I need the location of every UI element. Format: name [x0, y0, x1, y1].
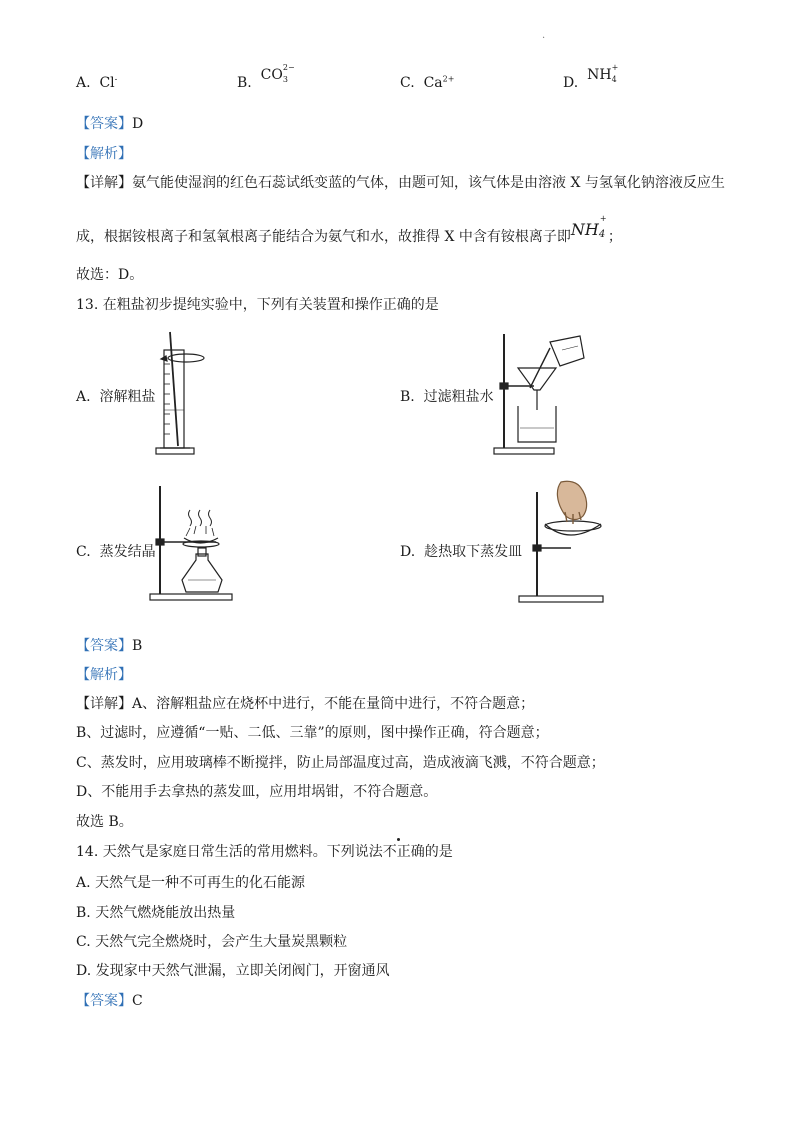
q13-detail-line-c: C、蒸发时，应用玻璃棒不断搅拌，防止局部温度过高，造成液滴飞溅，不符合题意；	[76, 755, 605, 771]
q12-detail-line2: 成，根据铵根离子和氢氧根离子能结合为氨气和水，故推得 X 中含有铵根离子即NH + 4 ；	[76, 214, 622, 245]
q14-stem: 14. 天然气是家庭日常生活的常用燃料。下列说法不正确的是	[76, 844, 453, 860]
q14-answer: 【答案】C	[76, 993, 143, 1009]
figure-filtration	[490, 328, 590, 458]
page-mark: .	[542, 30, 546, 41]
figure-remove-hot-dish	[515, 478, 615, 608]
answer-tag: 【答案】	[76, 638, 132, 654]
q12-option-b: B. CO 2− 3	[237, 63, 295, 91]
q12-analysis-tag: 【解析】	[76, 146, 132, 162]
q12-answer: 【答案】D	[76, 116, 144, 132]
nh4-formula: NH + 4	[570, 214, 607, 240]
q14-option-d: D. 发现家中天然气泄漏，立即关闭阀门，开窗通风	[76, 963, 390, 979]
emphasis-not: 不	[382, 844, 397, 860]
q13-stem: 13. 在粗盐初步提纯实验中，下列有关装置和操作正确的是	[76, 297, 439, 313]
q13-conclusion: 故选 B。	[76, 814, 133, 830]
figure-evaporation	[146, 482, 246, 607]
q13-analysis-tag: 【解析】	[76, 667, 132, 683]
q12-detail-line1: 【详解】氨气能使湿润的红色石蕊试纸变蓝的气体，由题可知，该气体是由溶液 X 与氢氧化钠溶液反应生	[76, 175, 725, 191]
q14-option-c: C. 天然气完全燃烧时，会产生大量炭黑颗粒	[76, 934, 348, 950]
q13-option-c: C. 蒸发结晶	[76, 544, 156, 560]
q13-option-b: B. 过滤粗盐水	[400, 389, 494, 405]
answer-tag: 【答案】	[76, 116, 132, 132]
q13-detail-line-d: D、不能用手去拿热的蒸发皿，应用坩埚钳，不符合题意。	[76, 784, 438, 800]
answer-tag: 【答案】	[76, 993, 132, 1009]
q13-detail-line-b: B、过滤时，应遵循“一贴、二低、三靠”的原则，图中操作正确，符合题意；	[76, 725, 549, 741]
q14-option-b: B. 天然气燃烧能放出热量	[76, 905, 236, 921]
q12-option-c: C. $Ca^{2+}$	[400, 74, 455, 91]
q12-option-d: D. NH + 4	[563, 63, 619, 91]
q12-conclusion: 故选：D。	[76, 267, 144, 283]
q14-option-a: A. 天然气是一种不可再生的化石能源	[76, 875, 306, 891]
q13-option-a: A. 溶解粗盐	[76, 389, 156, 405]
figure-dissolve-in-cylinder	[150, 330, 210, 460]
q13-option-d: D. 趁热取下蒸发皿	[400, 544, 523, 560]
q13-answer: 【答案】B	[76, 638, 143, 654]
emphasis-dot	[397, 838, 400, 841]
q12-option-a: A. Cl-	[76, 74, 118, 91]
q13-detail-line-a: 【详解】A、溶解粗盐应在烧杯中进行，不能在量筒中进行，不符合题意；	[76, 696, 535, 712]
